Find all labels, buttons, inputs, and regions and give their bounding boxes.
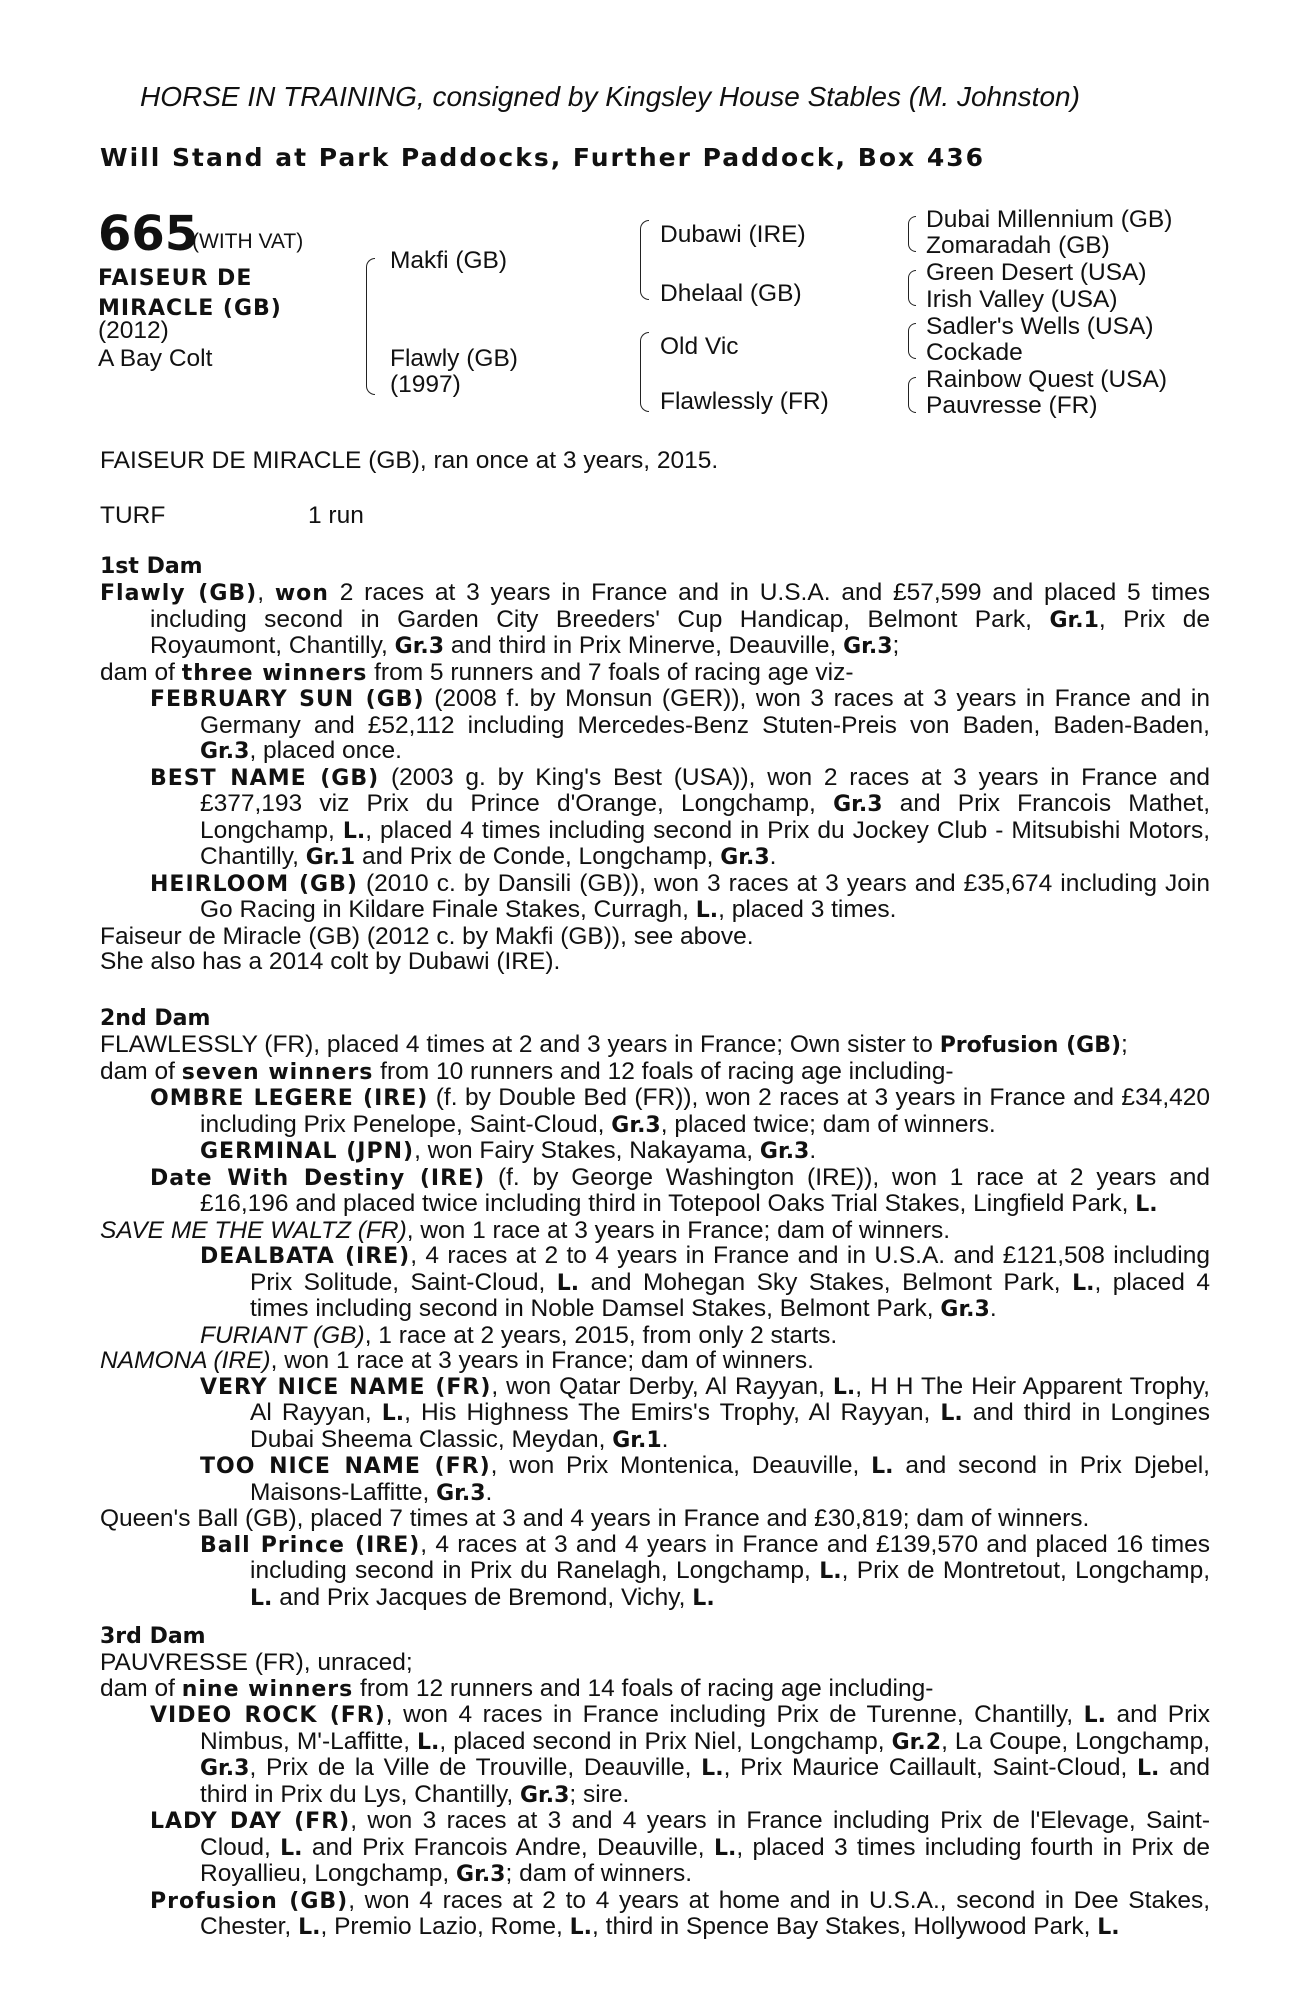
great-grandparent-5: Sadler's Wells (USA): [926, 313, 1154, 340]
brace-3c: [908, 323, 916, 359]
race-summary: FAISEUR DE MIRACLE (GB), ran once at 3 years, 2015.: [100, 447, 719, 474]
second-dam-heading: 2nd Dam: [100, 1006, 211, 1031]
third-dam-heading: 3rd Dam: [100, 1624, 206, 1649]
turf-label: TURF: [100, 502, 166, 529]
stand-location: Will Stand at Park Paddocks, Further Paddock, Box 436: [100, 143, 986, 172]
second-dam-text: FLAWLESSLY (FR), placed 4 times at 2 and 3 years in France; Own sister to Profusion (GB); dam of seven winners from 10 runners and 12 foals of racing age including- OMBRE LEGERE (IRE) (f. by Double Bed (FR)), won 2 races at 3 years in France and £34,420 including Prix Penelope, Saint-Cloud, Gr.3, placed twice; dam of winners. GERMINAL (JPN), won Fairy Stakes, Nakayama, Gr.3. Date With Destiny (IRE) (f. by George Washington (IRE)), won 1 race at 2 years and £16,196 and placed twice including third in Totepool Oaks Trial Stakes, Lingfield Park, L. SAVE ME THE WALTZ (FR), won 1 race at 3 years in France; dam of winners. DEALBATA (IRE), 4 races at 2 to 4 years in France and in U.S.A. and £121,508 including Prix Solitude, Saint-Cloud, L. and Mohegan Sky Stakes, Belmont Park, L., placed 4 times including second in Noble Damsel Stakes, Belmont Park, Gr.3. FURIANT (GB), 1 race at 2 years, 2015, from only 2 starts. NAMONA (IRE), won 1 race at 3 years in France; dam of winners. VERY NICE NAME (FR), won Qatar Derby, Al Rayyan, L., H H The Heir Apparent Trophy, Al Rayyan, L., His Highness The Emirs's Trophy, Al Rayyan, L. and third in Longines Dubai Sheema Classic, Meydan, Gr.1. TOO NICE NAME (FR), won Prix Montenica, Deauville, L. and second in Prix Djebel, Maisons-Laffitte, Gr.3. Queen's Ball (GB), placed 7 times at 3 and 4 years in France and £30,819; dam of winners. Ball Prince (IRE), 4 races at 3 and 4 years in France and £139,570 and placed 16 times including second in Prix du Ranelagh, Longchamp, L., Prix de Montretout, Longchamp, L. and Prix Jacques de Bremond, Vichy, L.: [100, 1031, 1211, 1611]
horse-name: [98, 264, 328, 324]
dam-year: (1997): [390, 371, 461, 398]
sire-dam: Dhelaal (GB): [660, 280, 802, 307]
first-dam-text: Flawly (GB), won 2 races at 3 years in France and in U.S.A. and £57,599 and placed 5 times including second in Garden City Breeders' Cup Handicap, Belmont Park, Gr.1, Prix de Royaumont, Chantilly, Gr.3 and third in Prix Minerve, Deauville, Gr.3; dam of three winners from 5 runners and 7 foals of racing age viz- FEBRUARY SUN (GB) (2008 f. by Monsun (GER)), won 3 races at 3 years in France and in Germany and £52,112 including Mercedes-Benz Stuten-Preis von Baden, Baden-Baden, Gr.3, placed once. BEST NAME (GB) (2003 g. by King's Best (USA)), won 2 races at 3 years in France and £377,193 viz Prix du Prince d'Orange, Longchamp, Gr.3 and Prix Francois Mathet, Longchamp, L., placed 4 times including second in Prix du Jockey Club - Mitsubishi Motors, Chantilly, Gr.1 and Prix de Conde, Longchamp, Gr.3. HEIRLOOM (GB) (2010 c. by Dansili (GB)), won 3 races at 3 years and £35,674 including Join Go Racing in Kildare Finale Stakes, Curragh, L., placed 3 times. Faiseur de Miracle (GB) (2012 c. by Makfi (GB)), see above. She also has a 2014 colt by Dubawi (IRE).: [100, 579, 1211, 975]
great-grandparent-1: Dubai Millennium (GB): [926, 206, 1173, 233]
dam-dam: Flawlessly (FR): [660, 388, 829, 415]
great-grandparent-3: Green Desert (USA): [926, 259, 1147, 286]
sire: Makfi (GB): [390, 247, 508, 274]
dam: Flawly (GB): [390, 345, 518, 372]
lot-number: 665: [98, 206, 199, 262]
sire-sire: Dubawi (IRE): [660, 221, 806, 248]
horse-name-line1: FAISEUR DE: [98, 266, 253, 291]
great-grandparent-2: Zomaradah (GB): [926, 232, 1110, 259]
turf-runs: 1 run: [308, 502, 364, 529]
horse-year: (2012): [98, 317, 169, 344]
great-grandparent-6: Cockade: [926, 339, 1023, 366]
horse-name-line2: MIRACLE (GB): [98, 296, 282, 321]
brace-2a: [640, 220, 649, 300]
brace-1: [366, 258, 375, 395]
great-grandparent-8: Pauvresse (FR): [926, 392, 1098, 419]
third-dam-text: PAUVRESSE (FR), unraced; dam of nine winners from 12 runners and 14 foals of racing age including- VIDEO ROCK (FR), won 4 races in France including Prix de Turenne, Chantilly, L. and Prix Nimbus, M'-Laffitte, L., placed second in Prix Niel, Longchamp, Gr.2, La Coupe, Longchamp, Gr.3, Prix de la Ville de Trouville, Deauville, L., Prix Maurice Caillault, Saint-Cloud, L. and third in Prix du Lys, Chantilly, Gr.3; sire. LADY DAY (FR), won 3 races at 3 and 4 years in France including Prix de l'Elevage, Saint-Cloud, L. and Prix Francois Andre, Deauville, L., placed 3 times including fourth in Prix de Royallieu, Longchamp, Gr.3; dam of winners. Profusion (GB), won 4 races at 2 to 4 years at home and in U.S.A., second in Dee Stakes, Chester, L., Premio Lazio, Rome, L., third in Spence Bay Stakes, Hollywood Park, L.: [100, 1649, 1211, 1940]
great-grandparent-4: Irish Valley (USA): [926, 286, 1118, 313]
horse-sex: A Bay Colt: [98, 345, 213, 372]
great-grandparent-7: Rainbow Quest (USA): [926, 366, 1168, 393]
first-dam-heading: 1st Dam: [100, 554, 203, 579]
lot-vat: (WITH VAT): [192, 230, 304, 253]
brace-3b: [908, 270, 916, 306]
brace-3a: [908, 216, 916, 252]
brace-2b: [640, 332, 649, 412]
dam-sire: Old Vic: [660, 333, 739, 360]
consignment-line: HORSE IN TRAINING, consigned by Kingsley House Stables (M. Johnston): [140, 81, 1080, 112]
brace-3d: [908, 377, 916, 413]
